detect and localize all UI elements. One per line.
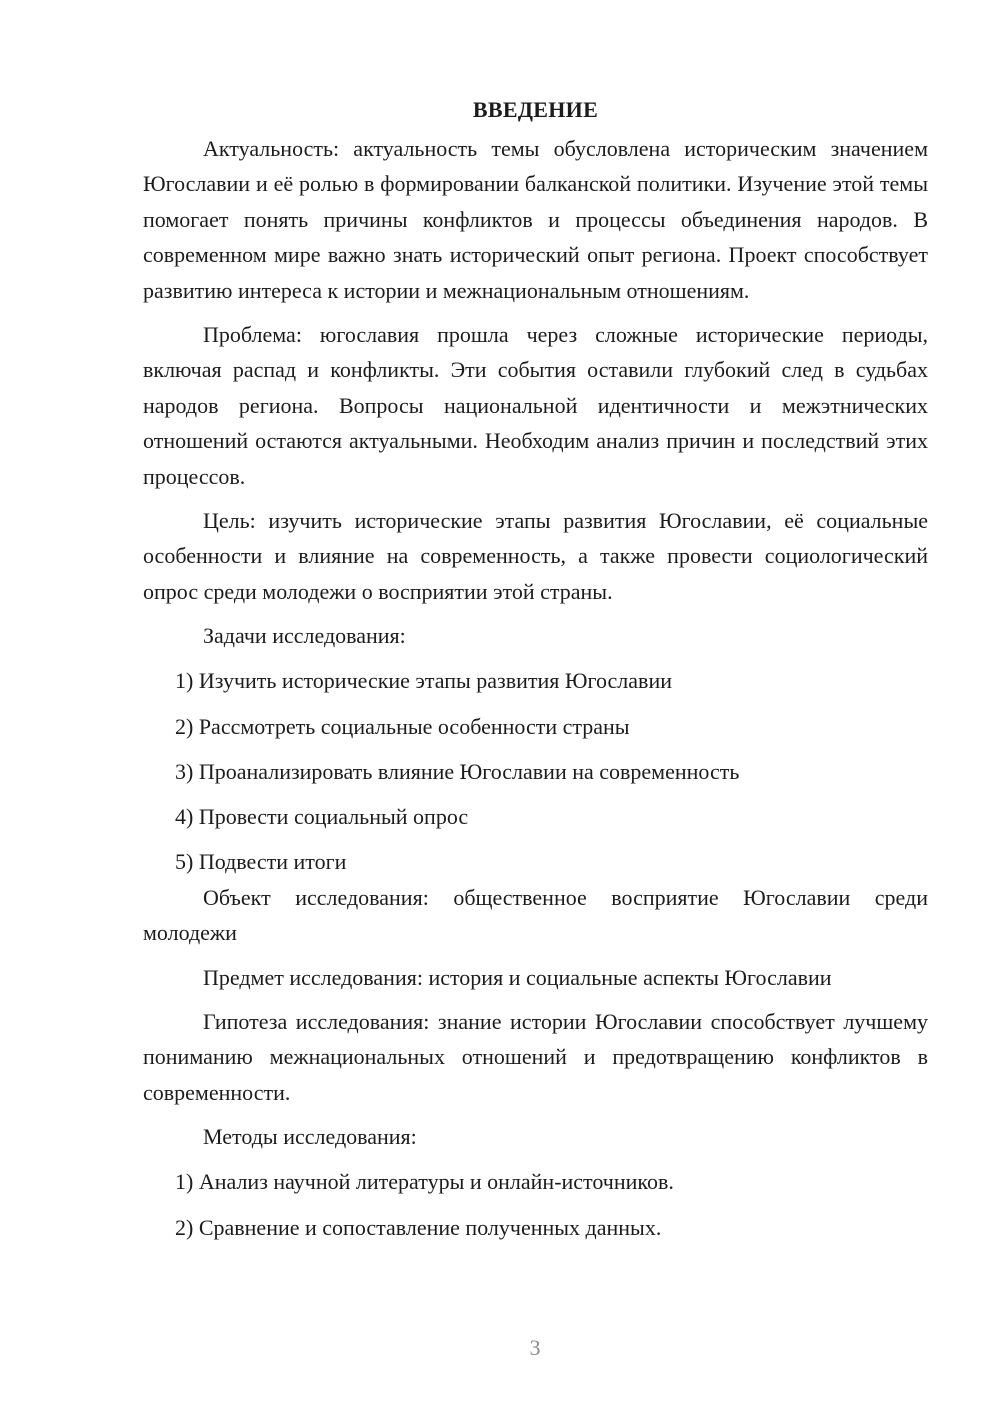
subject-paragraph: Предмет исследования: история и социальные аспекты Югославии <box>203 964 832 990</box>
list-item: 5) Подвести итоги <box>175 849 347 875</box>
page-number: 3 <box>529 1335 541 1360</box>
methods-list <box>143 1164 928 1245</box>
list-item: 1) Изучить исторические этапы развития Югославии <box>175 668 672 694</box>
methods-heading: Методы исследования: <box>203 1124 417 1150</box>
tasks-list <box>143 663 928 879</box>
list-item: 1) Анализ научной литературы и онлайн-источников. <box>175 1169 674 1195</box>
hypothesis-paragraph: Гипотеза исследования: знание истории Югославии способствует лучшему пониманию межнациональных отношений и предотвращению конфликтов в современности. <box>143 1008 928 1105</box>
section-title: ВВЕДЕНИЕ <box>472 97 599 122</box>
list-item: 4) Провести социальный опрос <box>175 804 469 830</box>
problem-paragraph: Проблема: югославия прошла через сложные исторические периоды, включая распад и конфликты. Эти события оставили глубокий след в судьбах народов региона. Вопросы национальной идентичности и межэтнических отношений остаются актуальными. Необходим анализ причин и последствий этих процессов. <box>143 322 928 489</box>
goal-paragraph: Цель: изучить исторические этапы развития Югославии, её социальные особенности и влияние на современность, а также провести социологический опрос среди молодежи о восприятии этой страны. <box>143 508 928 604</box>
list-item: 3) Проанализировать влияние Югославии на современность <box>175 758 740 784</box>
list-item: 2) Рассмотреть социальные особенности страны <box>175 713 630 739</box>
tasks-heading: Задачи исследования: <box>203 623 406 649</box>
object-paragraph: Объект исследования: общественное восприятие Югославии среди молодежи <box>143 884 928 946</box>
relevance-paragraph: Актуальность: актуальность темы обусловлена историческим значением Югославии и её ролью в формировании балканской политики. Изучение этой темы помогает понять причины конфликтов и процессы объединения народов. В современном мире важно знать исторический опыт региона. Проект способствует развитию интереса к истории и межнациональным отношениям. <box>143 136 928 303</box>
document-page <box>143 92 928 1255</box>
list-item: 2) Сравнение и сопоставление полученных данных. <box>175 1214 662 1240</box>
